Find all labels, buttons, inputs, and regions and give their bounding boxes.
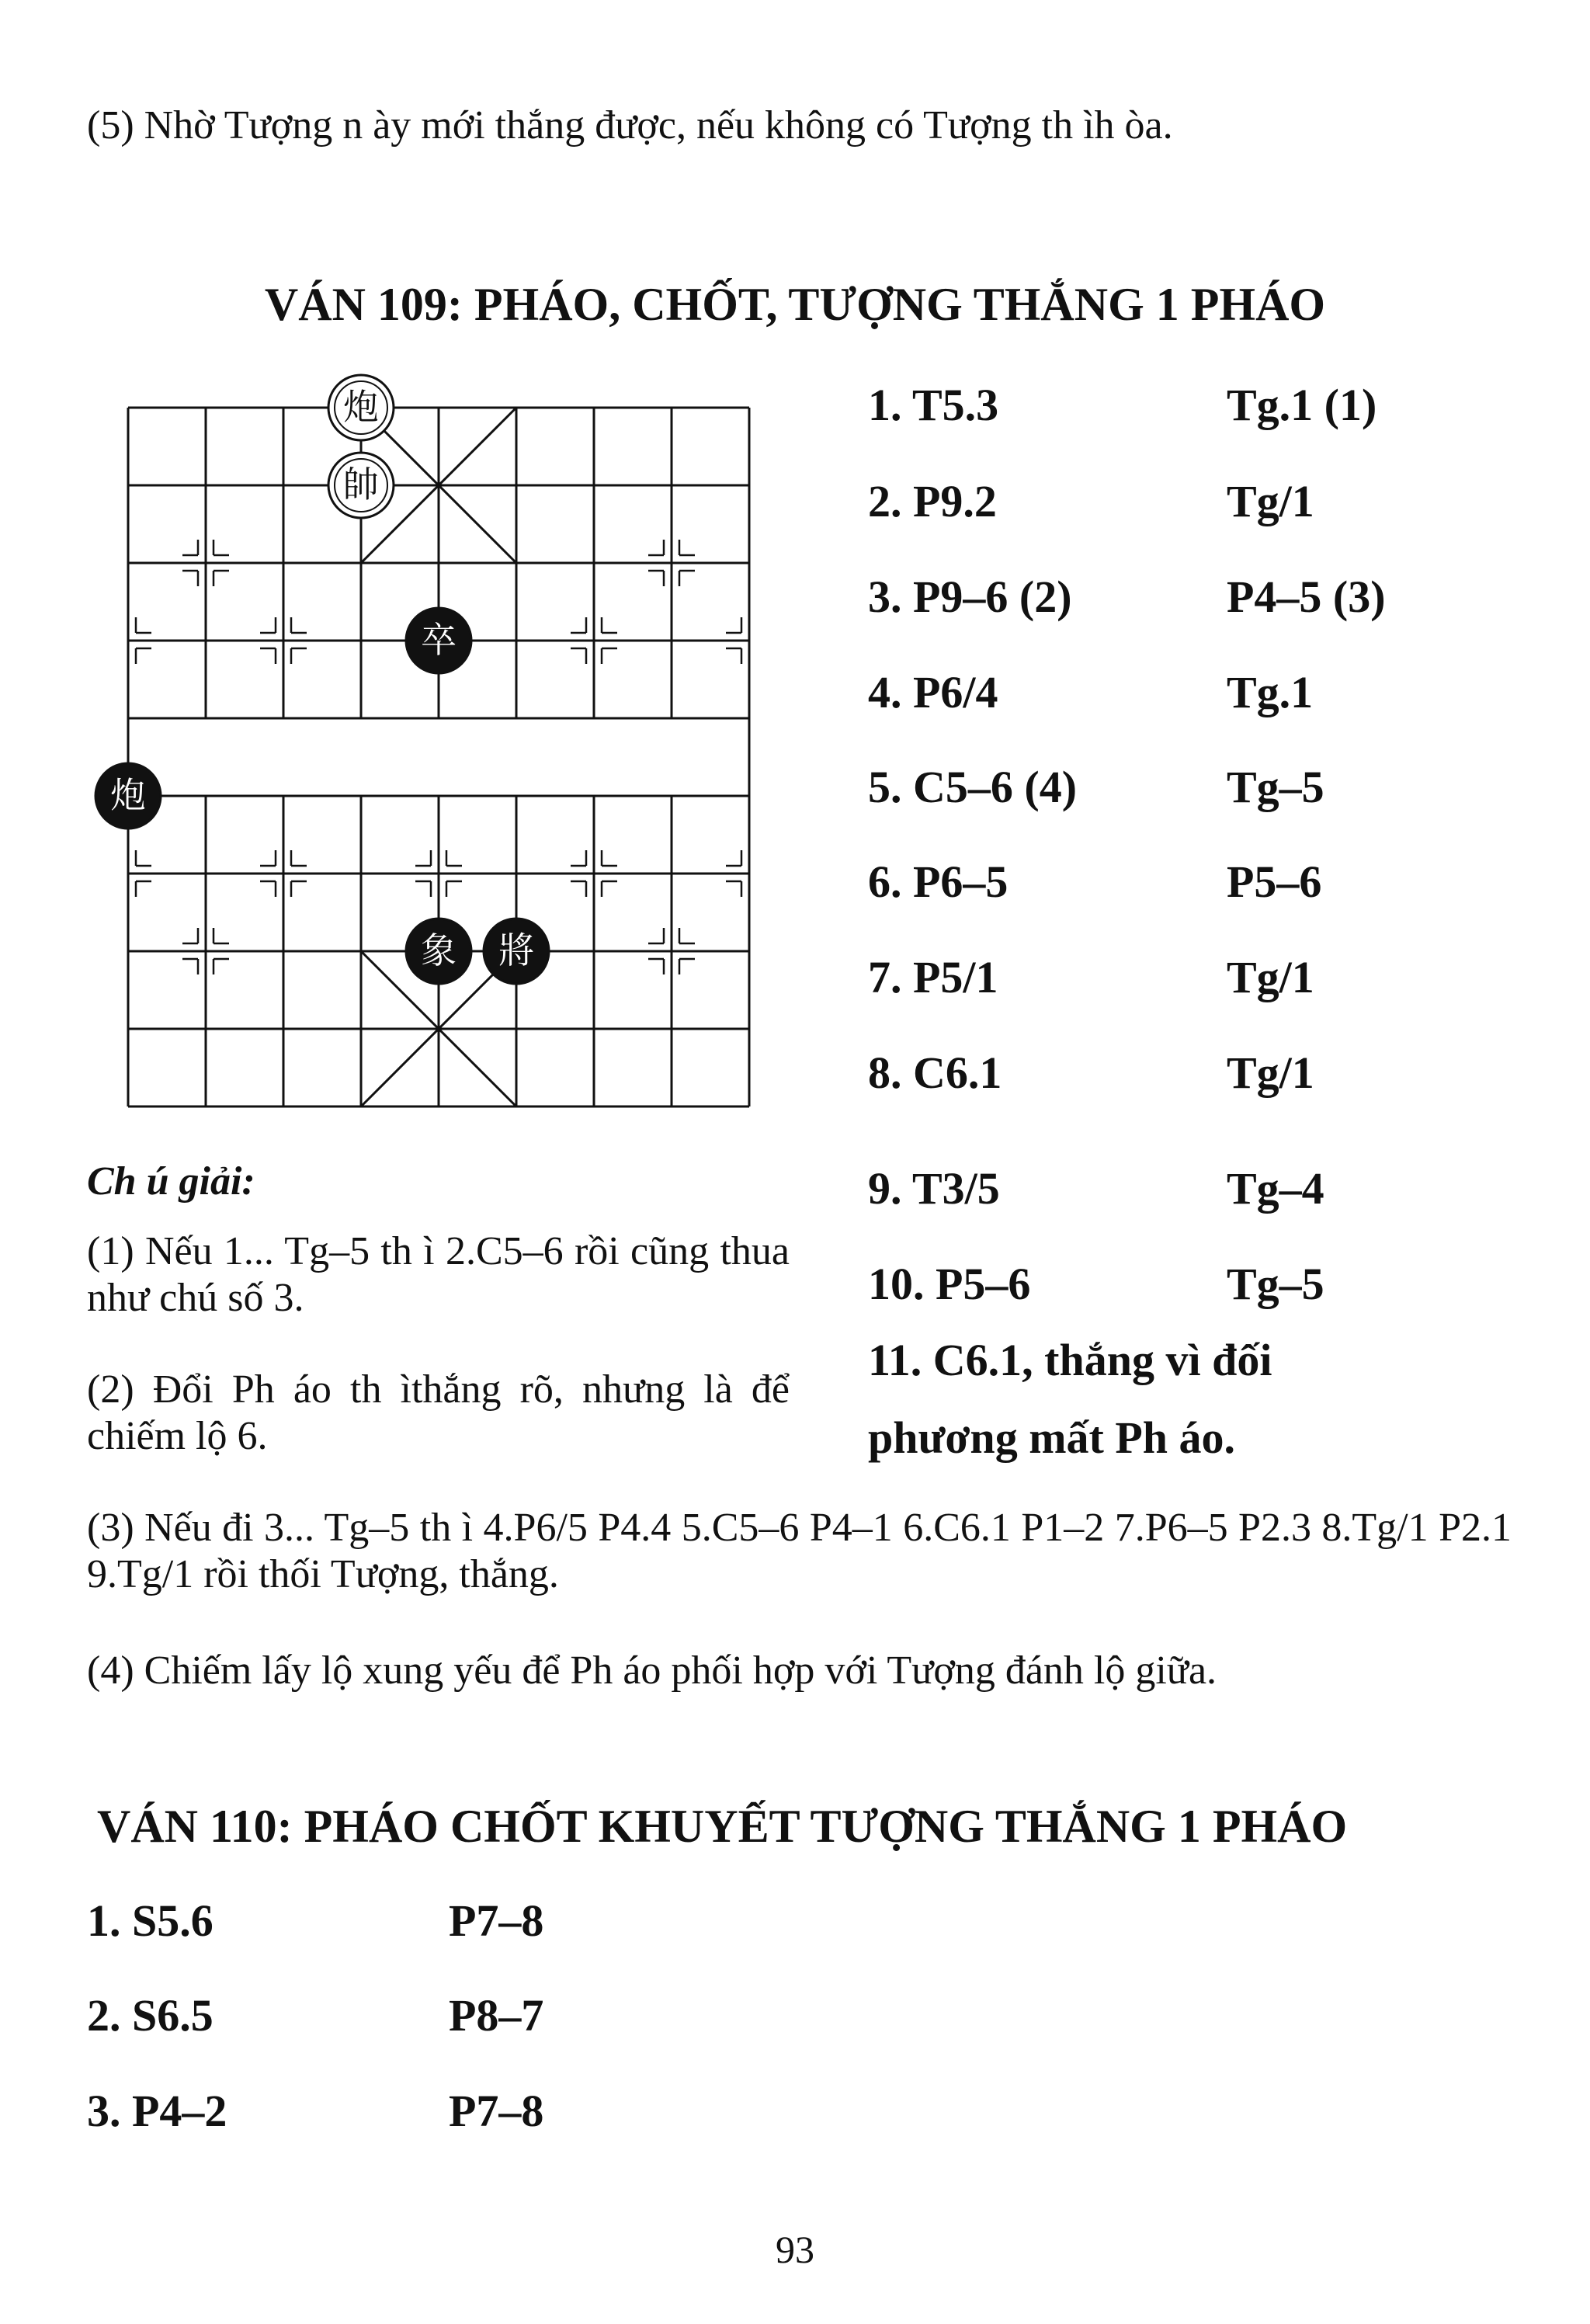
game109-final-move-line2: phương mất Ph áo. [868, 1412, 1236, 1463]
game109-move-5-black: Tg–5 [1227, 762, 1324, 812]
piece-black-elephant [406, 919, 471, 984]
game109-move-7-black: Tg/1 [1227, 952, 1314, 1002]
game110-move-3-black: P7–8 [449, 2086, 544, 2136]
game109-move-4-red: 4. P6/4 [868, 667, 998, 717]
game109-move-3-black: P4–5 (3) [1227, 571, 1386, 622]
game109-move-9-red: 9. T3/5 [868, 1163, 1000, 1214]
game109-move-7-red: 7. P5/1 [868, 952, 998, 1002]
game110-move-3-red: 3. P4–2 [87, 2086, 227, 2136]
game109-move-8-red: 8. C6.1 [868, 1047, 1002, 1098]
game109-move-1-black: Tg.1 (1) [1227, 380, 1377, 430]
game109-move-5-red: 5. C5–6 (4) [868, 762, 1078, 812]
piece-label: 卒 [421, 619, 457, 661]
game109-title: VÁN 109: PHÁO, CHỐT, TƯỢNG THẮNG 1 PHÁO [264, 279, 1326, 330]
piece-label: 象 [421, 929, 457, 971]
note-1: (1) Nếu 1... Tg–5 th ì 2.C5–6 rồi cũng thua như chú số 3. [87, 1229, 790, 1320]
game109-move-2-black: Tg/1 [1227, 476, 1314, 526]
game109-move-10-black: Tg–5 [1227, 1259, 1324, 1309]
piece-black-cannon [95, 763, 161, 829]
game110-move-2-black: P8–7 [449, 1990, 544, 2041]
note-4: (4) Chiếm lấy lộ xung yếu để Ph áo phối hợp với Tượng đánh lộ giữa. [87, 1648, 1217, 1693]
piece-black-soldier [406, 608, 471, 673]
game109-move-2-red: 2. P9.2 [868, 476, 997, 526]
page-number: 93 [776, 2228, 814, 2271]
piece-label: 炮 [110, 774, 146, 816]
game110-move-2-red: 2. S6.5 [87, 1990, 214, 2041]
intro-note: (5) Nhờ Tượng n ày mới thắng được, nếu không có Tượng th ìh òa. [87, 103, 1173, 148]
game109-move-6-red: 6. P6–5 [868, 856, 1009, 907]
game109-move-10-red: 10. P5–6 [868, 1259, 1031, 1309]
xiangqi-board-diagram [78, 365, 807, 1118]
game109-move-4-black: Tg.1 [1227, 667, 1314, 717]
note-2: (2) Đổi Ph áo th ìthắng rõ, nhưng là để chiếm lộ 6. [87, 1367, 790, 1458]
game109-move-9-black: Tg–4 [1227, 1163, 1324, 1214]
game109-move-6-black: P5–6 [1227, 856, 1322, 907]
game109-move-8-black: Tg/1 [1227, 1047, 1314, 1098]
game109-move-1-red: 1. T5.3 [868, 380, 999, 430]
game109-final-move-line1: 11. C6.1, thắng vì đối [868, 1335, 1272, 1385]
game110-move-1-red: 1. S5.6 [87, 1895, 214, 1946]
piece-label: 將 [498, 929, 534, 971]
piece-label: 帥 [343, 464, 379, 505]
game110-title: VÁN 110: PHÁO CHỐT KHUYẾT TƯỢNG THẮNG 1 PHÁO [97, 1801, 1348, 1852]
notes-heading: Ch ú giải: [87, 1159, 255, 1204]
piece-black-general [484, 919, 549, 984]
piece-red-cannon [328, 375, 394, 440]
piece-red-general [328, 453, 394, 518]
piece-label: 炮 [343, 386, 379, 428]
game110-move-1-black: P7–8 [449, 1895, 544, 1946]
note-3: (3) Nếu đi 3... Tg–5 th ì 4.P6/5 P4.4 5.C5–6 P4–1 6.C6.1 P1–2 7.P6–5 P2.3 8.Tg/1 P2.1 9.Tg/1 rồi thối Tượng, thắng. [87, 1506, 1512, 1596]
game109-move-3-red: 3. P9–6 (2) [868, 571, 1072, 622]
